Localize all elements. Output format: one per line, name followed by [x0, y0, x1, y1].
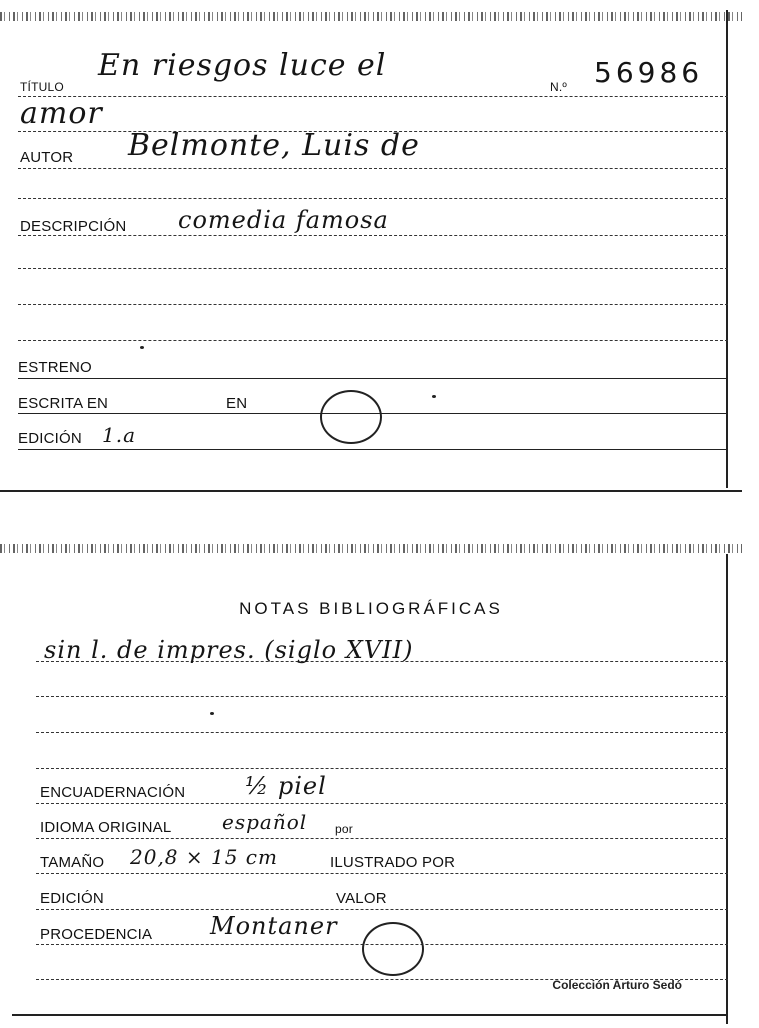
ruled-line — [36, 732, 728, 733]
procedencia-label: PROCEDENCIA — [40, 926, 153, 943]
edicion-value: 1.a — [102, 423, 137, 447]
estreno-label: ESTRENO — [18, 359, 92, 376]
ruled-line — [18, 198, 728, 199]
ruled-line — [36, 873, 728, 874]
notas-value: sin l. de impres. (siglo XVII) — [44, 636, 414, 664]
por-label: por — [335, 822, 353, 836]
ruled-line — [36, 803, 728, 804]
ruled-line — [36, 909, 728, 910]
valor-label: VALOR — [336, 890, 387, 907]
ruled-line — [36, 768, 728, 769]
ink-dot — [432, 395, 436, 398]
tamano-label: TAMAÑO — [40, 854, 105, 871]
ruled-line — [36, 696, 728, 697]
ruled-line — [18, 268, 728, 269]
edicion-label: EDICIÓN — [40, 890, 104, 907]
ruled-line — [18, 96, 728, 97]
scan-edge-top — [0, 544, 742, 553]
catalog-card-front — [0, 0, 742, 494]
ilustrado-label: ILUSTRADO POR — [330, 854, 456, 871]
idioma-value: español — [222, 810, 308, 834]
titulo-label: TÍTULO — [20, 80, 64, 94]
ruled-line — [36, 838, 728, 839]
edicion-label: EDICIÓN — [18, 430, 82, 447]
notas-heading: NOTAS BIBLIOGRÁFICAS — [239, 599, 503, 618]
catalog-card-back — [0, 544, 742, 1028]
scan-edge-bottom — [0, 490, 742, 492]
ink-dot — [140, 346, 144, 349]
ruled-line — [18, 378, 728, 379]
ruled-line — [18, 340, 728, 341]
en-label: EN — [226, 395, 248, 412]
titulo-value-line1: En riesgos luce el — [98, 48, 387, 83]
autor-value: Belmonte, Luis de — [128, 128, 420, 163]
ruled-line — [18, 235, 728, 236]
descripcion-label: DESCRIPCIÓN — [20, 218, 127, 235]
stamp-circle — [320, 390, 382, 444]
encuadernacion-label: ENCUADERNACIÓN — [40, 784, 186, 801]
scan-edge-bottom — [12, 1014, 728, 1016]
scan-edge-top — [0, 12, 742, 21]
ruled-line — [18, 168, 728, 169]
scan-edge-right — [726, 554, 728, 1024]
tamano-value: 20,8 × 15 cm — [130, 845, 278, 869]
idioma-label: IDIOMA ORIGINAL — [40, 819, 172, 836]
ink-dot — [210, 712, 214, 715]
encuadernacion-value: ½ piel — [245, 772, 327, 800]
numero-value: 56986 — [594, 56, 704, 89]
procedencia-value: Montaner — [210, 912, 338, 940]
ruled-line — [18, 449, 728, 450]
autor-label: AUTOR — [20, 149, 74, 166]
escrita-en-label: ESCRITA EN — [18, 395, 109, 412]
scan-edge-right — [726, 10, 728, 488]
titulo-value-line2: amor — [20, 96, 103, 131]
ruled-line — [18, 304, 728, 305]
descripcion-value: comedia famosa — [178, 206, 389, 234]
collection-credit: Colección Arturo Sedó — [552, 978, 682, 992]
stamp-circle — [362, 922, 424, 976]
numero-label: N.º — [550, 80, 567, 94]
